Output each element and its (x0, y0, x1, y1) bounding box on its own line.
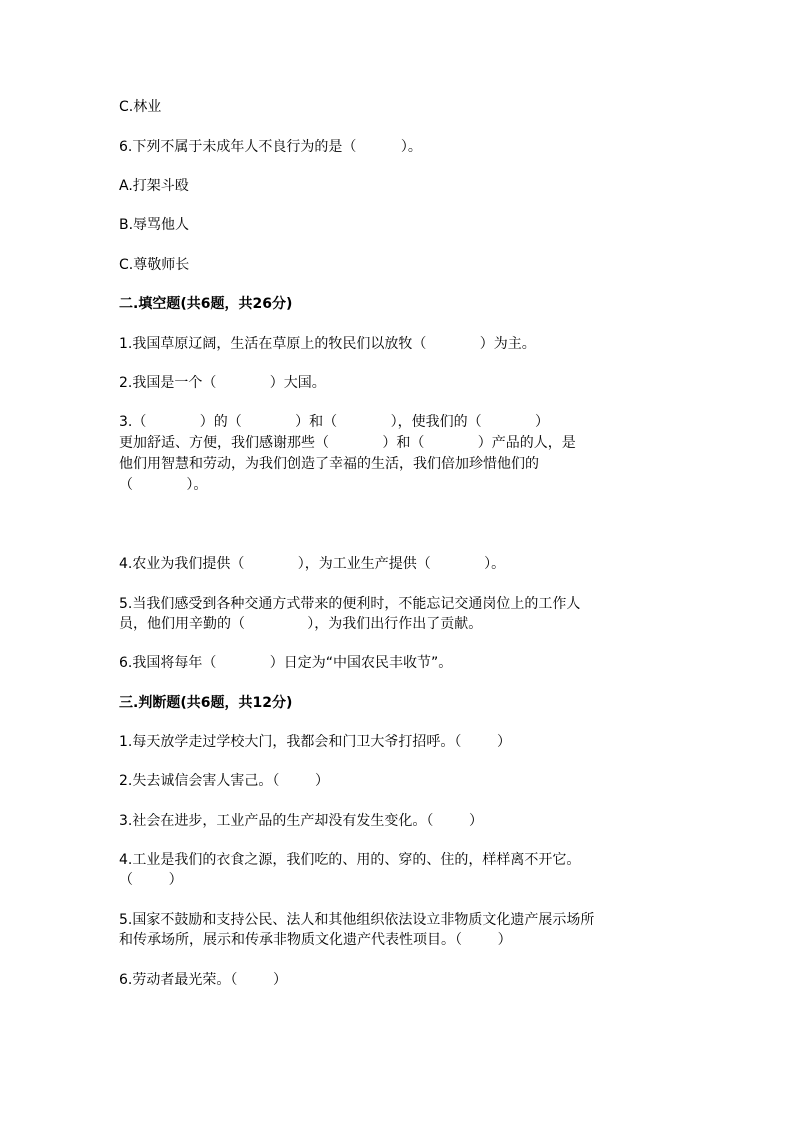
fill-q5-line2: 员，他们用辛勤的（ ），为我们出行作出了贡献。 (119, 616, 483, 632)
fill-q3-line2: 更加舒适、方便，我们感谢那些（ ）和（ ）产品的人，是 (119, 435, 576, 451)
fill-q3-line1: 3.（ ）的（ ）和（ ），使我们的（ ） (119, 414, 549, 430)
fill-q4: 4.农业为我们提供（ ），为工业生产提供（ ）。 (119, 556, 506, 572)
fill-q1: 1.我国草原辽阔，生活在草原上的牧民们以放牧（ ）为主。 (119, 336, 536, 352)
q6-option-a: A.打架斗殴 (119, 178, 189, 194)
judge-q2: 2.失去诚信会害人害己。（ ） (119, 773, 329, 789)
fill-q3-line4: （ ）。 (119, 477, 208, 493)
judge-q3: 3.社会在进步，工业产品的生产却没有发生变化。（ ） (119, 813, 483, 829)
fill-q3-line3: 他们用智慧和劳动，为我们创造了幸福的生活，我们倍加珍惜他们的 (119, 456, 539, 472)
judge-q1: 1.每天放学走过学校大门，我都会和门卫大爷打招呼。（ ） (119, 734, 511, 750)
fill-q6: 6.我国将每年（ ）日定为“中国农民丰收节”。 (119, 655, 453, 671)
judge-q5-line1: 5.国家不鼓励和支持公民、法人和其他组织依法设立非物质文化遗产展示场所 (119, 912, 595, 928)
fill-q5-line1: 5.当我们感受到各种交通方式带来的便利时，不能忘记交通岗位上的工作人 (119, 596, 581, 612)
judge-q4-line2: （ ） (119, 872, 183, 888)
section-heading-fill-in: 二.填空题(共6题，共26分) (119, 296, 293, 312)
judge-q4-line1: 4.工业是我们的衣食之源，我们吃的、用的、穿的、住的，样样离不开它。 (119, 852, 581, 868)
judge-q5-line2: 和传承场所，展示和传承非物质文化遗产代表性项目。（ ） (119, 932, 512, 948)
q5-option-c: C.林业 (119, 99, 162, 115)
section-heading-true-false: 三.判断题(共6题，共12分) (119, 695, 293, 711)
q6-option-c: C.尊敬师长 (119, 257, 190, 273)
q6-stem: 6.下列不属于未成年人不良行为的是（ ）。 (119, 139, 422, 155)
q6-option-b: B.辱骂他人 (119, 217, 190, 233)
judge-q6: 6.劳动者最光荣。（ ） (119, 972, 287, 988)
fill-q2: 2.我国是一个（ ）大国。 (119, 375, 326, 391)
